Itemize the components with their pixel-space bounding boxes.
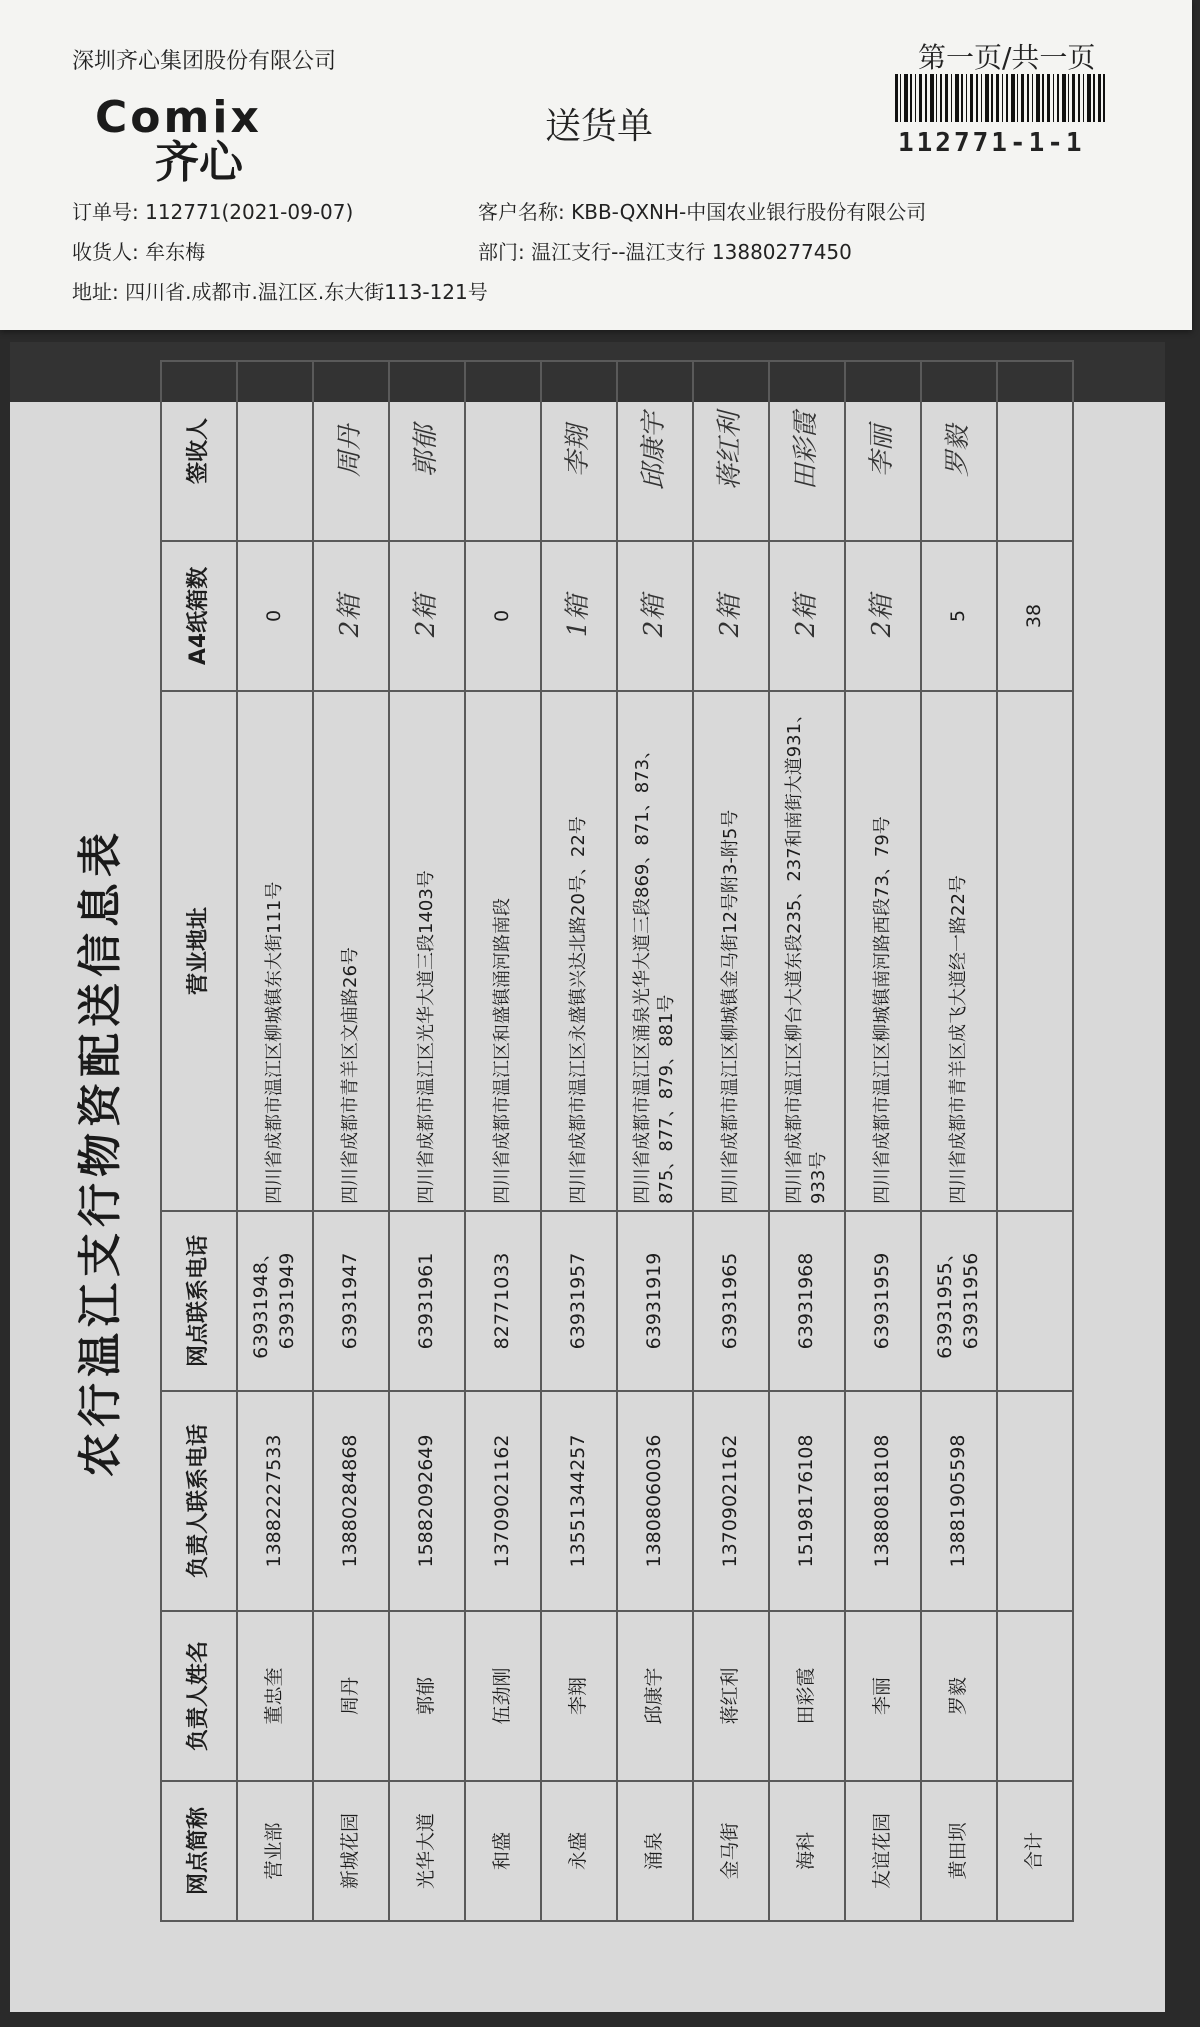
signature bbox=[465, 361, 541, 541]
table-row: 和盛 伍劲刚 13709021162 82771033 四川省成都市温江区和盛镇涌河路南段 0 bbox=[465, 361, 541, 1921]
signature: 李丽 bbox=[845, 361, 921, 541]
document-title: 送货单 bbox=[545, 106, 654, 147]
signature: 蒋红利 bbox=[693, 361, 769, 541]
consignee: 收货人: 牟东梅 bbox=[72, 240, 206, 264]
printed-sheet-photo bbox=[10, 342, 1165, 2012]
table-row: 涌泉 邱康宇 13808060036 63931919 四川省成都市温江区涌泉光华大道三段869、871、873、875、877、879、881号 2箱 邱康宇 bbox=[617, 361, 693, 1921]
table-row: 光华大道 郭郁 15882092649 63931961 四川省成都市温江区光华大道三段1403号 2箱 郭郁 bbox=[389, 361, 465, 1921]
barcode-number: 112771-1-1 bbox=[898, 128, 1085, 158]
comix-logo: Comix 齐心 bbox=[95, 92, 262, 188]
table-total-row bbox=[997, 361, 1073, 1921]
signature: 李翔 bbox=[541, 361, 617, 541]
department: 部门: 温江支行--温江支行 13880277450 bbox=[478, 240, 852, 264]
table-row: 友谊花园 李丽 13880818108 63931959 四川省成都市温江区柳城镇南河路西段73、79号 2箱 李丽 bbox=[845, 361, 921, 1921]
table-row: 金马街 蒋红利 13709021162 63931965 四川省成都市温江区柳城镇金马街12号附3-附5号 2箱 蒋红利 bbox=[693, 361, 769, 1921]
barcode bbox=[895, 74, 1105, 122]
header-address: 营业地址 bbox=[161, 691, 237, 1211]
sheet-title: 农行温江支行物资配送信息表 bbox=[75, 827, 126, 1477]
signature: 邱康宇 bbox=[617, 361, 693, 541]
total-boxes: 38 bbox=[997, 541, 1073, 691]
rotated-sheet bbox=[50, 342, 1060, 1962]
table-header-row bbox=[161, 361, 237, 1921]
company-name: 深圳齐心集团股份有限公司 bbox=[72, 49, 337, 74]
total-label: 合计 bbox=[997, 1781, 1073, 1921]
customer-name: 客户名称: KBB-QXNH-中国农业银行股份有限公司 bbox=[478, 200, 927, 224]
header-mobile: 负责人联系电话 bbox=[161, 1391, 237, 1611]
signature bbox=[237, 361, 313, 541]
table-row: 永盛 李翔 13551344257 63931957 四川省成都市温江区永盛镇兴达北路20号、22号 1箱 李翔 bbox=[541, 361, 617, 1921]
header-signer: 签收人 bbox=[161, 361, 237, 541]
header-boxes: A4纸箱数 bbox=[161, 541, 237, 691]
order-number: 订单号: 112771(2021-09-07) bbox=[72, 200, 354, 224]
header-manager: 负责人姓名 bbox=[161, 1611, 237, 1781]
signature: 田彩霞 bbox=[769, 361, 845, 541]
table-row: 营业部 董忠奎 13882227533 63931948、63931949 四川省成都市温江区柳城镇东大街111号 0 bbox=[237, 361, 313, 1921]
delivery-receipt bbox=[0, 0, 1192, 330]
page-info: 第一页/共一页 bbox=[918, 41, 1096, 74]
header-branch: 网点简称 bbox=[161, 1781, 237, 1921]
table-row: 新城花园 周丹 13880284868 63931947 四川省成都市青羊区文庙路26号 2箱 周丹 bbox=[313, 361, 389, 1921]
signature: 郭郁 bbox=[389, 361, 465, 541]
table-row: 黄田坝 罗毅 13881905598 63931955、63931956 四川省成都市青羊区成飞大道经一路22号 5 罗毅 bbox=[921, 361, 997, 1921]
signature: 周丹 bbox=[313, 361, 389, 541]
delivery-address: 地址: 四川省.成都市.温江区.东大街113-121号 bbox=[72, 280, 488, 304]
distribution-table bbox=[160, 360, 1074, 1922]
signature: 罗毅 bbox=[921, 361, 997, 541]
table-row: 海科 田彩霞 15198176108 63931968 四川省成都市温江区柳台大道东段235、237和南街大道931、933号 2箱 田彩霞 bbox=[769, 361, 845, 1921]
header-phone: 网点联系电话 bbox=[161, 1211, 237, 1391]
